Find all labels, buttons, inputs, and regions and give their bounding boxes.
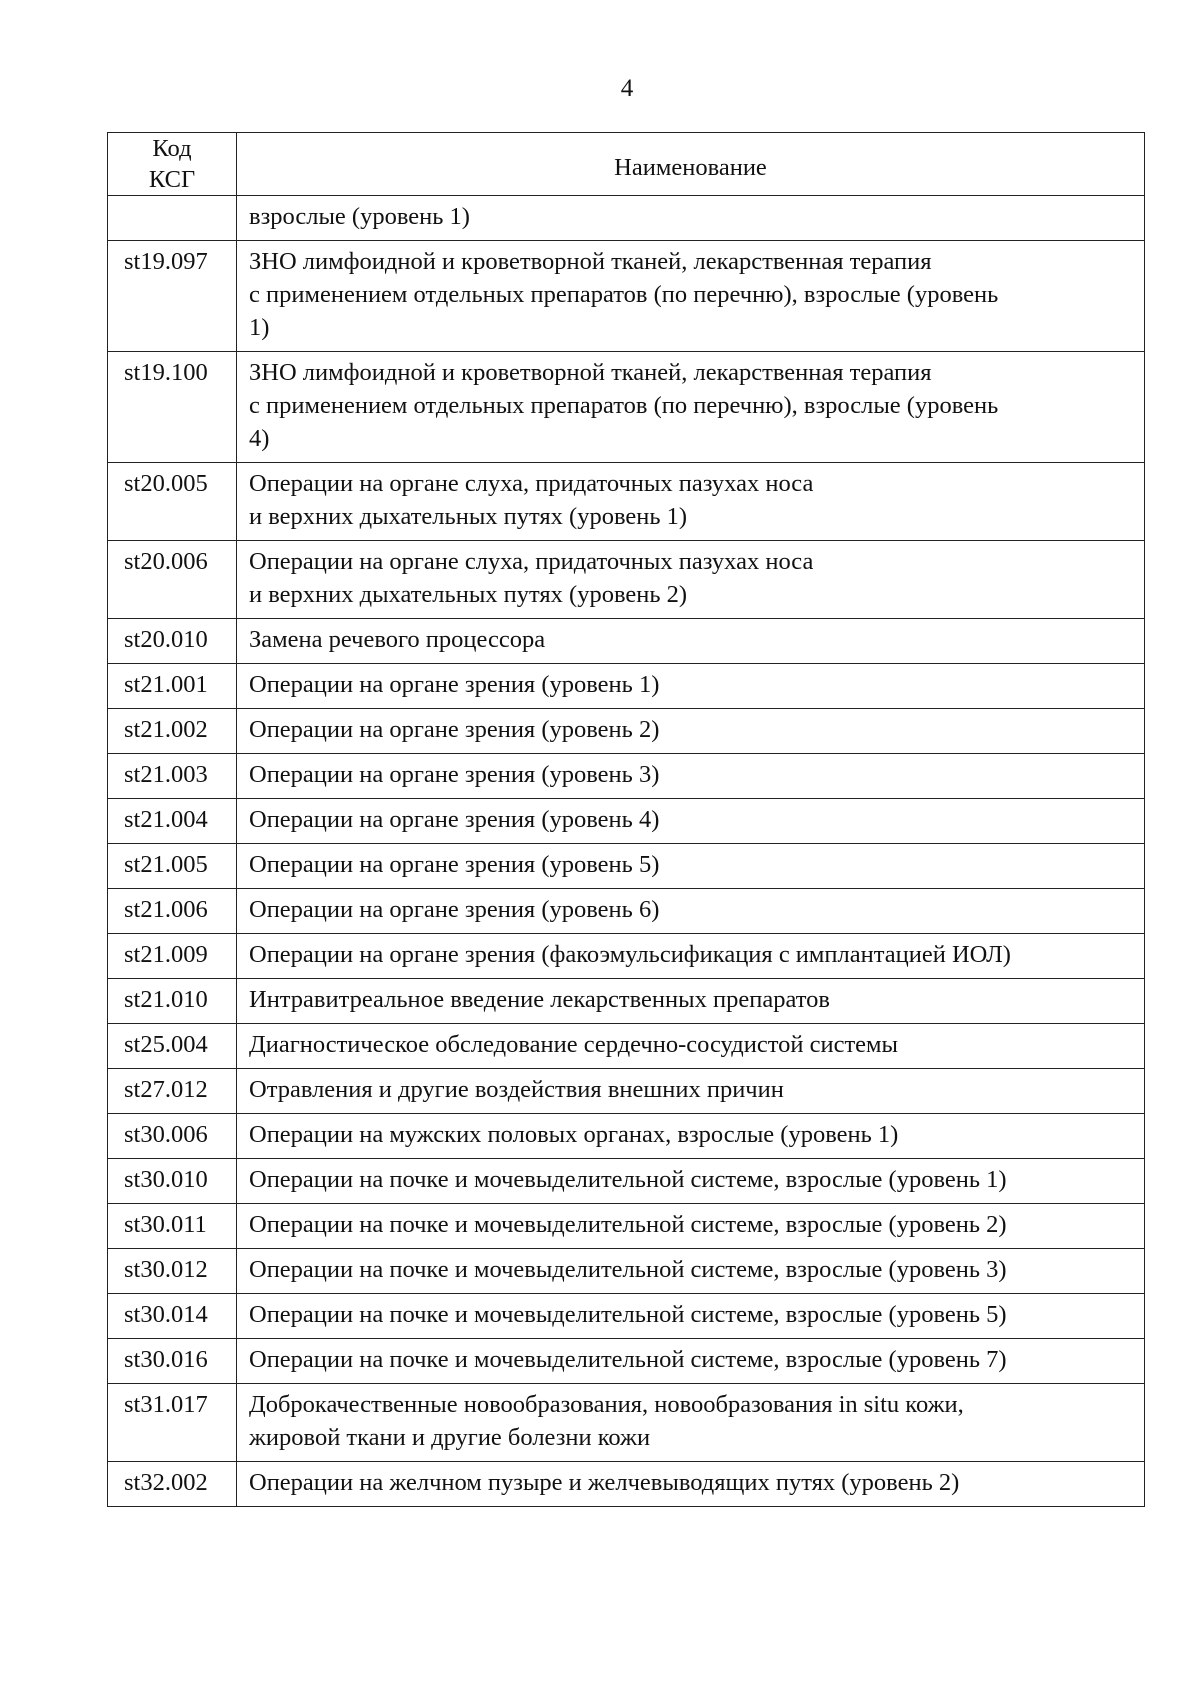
row-name-line: Доброкачественные новообразования, новообразования in situ кожи, xyxy=(249,1391,964,1418)
row-name-line: Операции на органе слуха, придаточных пазухах носа xyxy=(249,548,814,575)
table-body xyxy=(108,196,1145,1507)
table-row xyxy=(108,664,1145,709)
row-name: Операции на желчном пузыре и желчевыводящих путях (уровень 2) xyxy=(237,1462,1145,1507)
column-header-name: Наименование xyxy=(237,133,1145,196)
table-row xyxy=(108,889,1145,934)
row-code: st21.004 xyxy=(108,799,237,844)
table-row xyxy=(108,844,1145,889)
row-code: st20.010 xyxy=(108,619,237,664)
row-name: Операции на органе зрения (факоэмульсификация с имплантацией ИОЛ) xyxy=(237,934,1145,979)
table-row xyxy=(108,1069,1145,1114)
row-code: st21.009 xyxy=(108,934,237,979)
table-row xyxy=(108,1462,1145,1507)
row-name xyxy=(237,1384,1145,1462)
table-row xyxy=(108,1204,1145,1249)
table-row xyxy=(108,754,1145,799)
row-name xyxy=(237,463,1145,541)
page-number: 4 xyxy=(620,75,634,102)
table-row xyxy=(108,934,1145,979)
table-row xyxy=(108,979,1145,1024)
table-row xyxy=(108,352,1145,463)
table-row xyxy=(108,1384,1145,1462)
row-code: st21.003 xyxy=(108,754,237,799)
row-code: st21.010 xyxy=(108,979,237,1024)
row-code: st30.011 xyxy=(108,1204,237,1249)
row-code: st31.017 xyxy=(108,1384,237,1462)
table-row xyxy=(108,241,1145,352)
table-row xyxy=(108,799,1145,844)
row-name: Диагностическое обследование сердечно-сосудистой системы xyxy=(237,1024,1145,1069)
table-row xyxy=(108,1249,1145,1294)
table-row xyxy=(108,1339,1145,1384)
row-name: Операции на почке и мочевыделительной системе, взрослые (уровень 3) xyxy=(237,1249,1145,1294)
row-name: Операции на органе зрения (уровень 4) xyxy=(237,799,1145,844)
row-name: Операции на почке и мочевыделительной системе, взрослые (уровень 2) xyxy=(237,1204,1145,1249)
row-name xyxy=(237,241,1145,352)
row-name: взрослые (уровень 1) xyxy=(237,196,1145,241)
table-row xyxy=(108,1159,1145,1204)
row-code: st21.005 xyxy=(108,844,237,889)
row-name-line: ЗНО лимфоидной и кроветворной тканей, лекарственная терапия xyxy=(249,248,932,275)
row-name: Замена речевого процессора xyxy=(237,619,1145,664)
row-name: Операции на органе зрения (уровень 6) xyxy=(237,889,1145,934)
row-name-line: и верхних дыхательных путях (уровень 2) xyxy=(249,581,688,608)
row-code: st30.016 xyxy=(108,1339,237,1384)
row-code: st25.004 xyxy=(108,1024,237,1069)
row-name: Отравления и другие воздействия внешних причин xyxy=(237,1069,1145,1114)
column-header-code-line2: КСГ xyxy=(148,166,196,193)
column-header-code xyxy=(108,133,237,196)
row-name xyxy=(237,541,1145,619)
row-name: Интравитреальное введение лекарственных препаратов xyxy=(237,979,1145,1024)
row-name: Операции на почке и мочевыделительной системе, взрослые (уровень 7) xyxy=(237,1339,1145,1384)
row-name-line: ЗНО лимфоидной и кроветворной тканей, лекарственная терапия xyxy=(249,359,932,386)
table-header-row xyxy=(108,133,1145,196)
row-name: Операции на почке и мочевыделительной системе, взрослые (уровень 5) xyxy=(237,1294,1145,1339)
table-row xyxy=(108,196,1145,241)
row-name-line: 1) xyxy=(249,314,270,341)
table-row xyxy=(108,1024,1145,1069)
table-row xyxy=(108,463,1145,541)
row-code: st30.010 xyxy=(108,1159,237,1204)
row-code: st30.012 xyxy=(108,1249,237,1294)
row-name: Операции на органе зрения (уровень 2) xyxy=(237,709,1145,754)
row-name: Операции на органе зрения (уровень 5) xyxy=(237,844,1145,889)
row-name: Операции на органе зрения (уровень 1) xyxy=(237,664,1145,709)
row-name xyxy=(237,352,1145,463)
row-code: st21.006 xyxy=(108,889,237,934)
row-name: Операции на органе зрения (уровень 3) xyxy=(237,754,1145,799)
column-header-code-line1: Код xyxy=(152,135,192,162)
row-code: st27.012 xyxy=(108,1069,237,1114)
row-code: st20.005 xyxy=(108,463,237,541)
row-name-line: жировой ткани и другие болезни кожи xyxy=(249,1424,651,1451)
row-name-line: 4) xyxy=(249,425,270,452)
table-row xyxy=(108,1294,1145,1339)
table-row xyxy=(108,541,1145,619)
row-code: st30.006 xyxy=(108,1114,237,1159)
row-code: st32.002 xyxy=(108,1462,237,1507)
table-row xyxy=(108,619,1145,664)
row-code: st21.001 xyxy=(108,664,237,709)
row-name: Операции на мужских половых органах, взрослые (уровень 1) xyxy=(237,1114,1145,1159)
row-code: st21.002 xyxy=(108,709,237,754)
row-name: Операции на почке и мочевыделительной системе, взрослые (уровень 1) xyxy=(237,1159,1145,1204)
row-name-line: Операции на органе слуха, придаточных пазухах носа xyxy=(249,470,814,497)
row-code xyxy=(108,196,237,241)
ksg-table xyxy=(107,132,1145,1507)
row-code: st19.100 xyxy=(108,352,237,463)
row-name-line: и верхних дыхательных путях (уровень 1) xyxy=(249,503,688,530)
row-code: st19.097 xyxy=(108,241,237,352)
table-row xyxy=(108,709,1145,754)
row-name-line: с применением отдельных препаратов (по перечню), взрослые (уровень xyxy=(249,281,999,308)
row-code: st30.014 xyxy=(108,1294,237,1339)
row-code: st20.006 xyxy=(108,541,237,619)
row-name-line: с применением отдельных препаратов (по перечню), взрослые (уровень xyxy=(249,392,999,419)
table-row xyxy=(108,1114,1145,1159)
